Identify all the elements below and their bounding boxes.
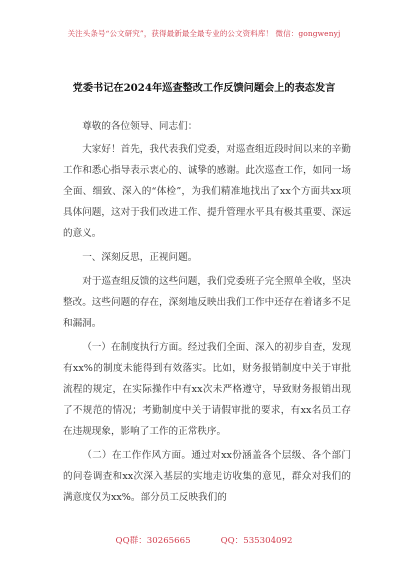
document-body bbox=[63, 116, 351, 511]
paragraph-opening: 大家好！首先，我代表我们党委，对巡查组近段时间以来的辛勤工作和悉心指导表示衷心的、诚挚的感谢。此次巡查工作，如同一场全面、细致、深入的“体检”，为我们精准地找出了xx个方面共xx项具体问题，这对于我们改进工作、提升管理水平具有极其重要、深远的意义。 bbox=[63, 144, 351, 239]
paragraph-acceptance: 对于巡查组反馈的这些问题，我们党委班子完全照单全收，坚决整改。这些问题的存在，深刻地反映出我们工作中还存在着诸多不足和漏洞。 bbox=[63, 276, 351, 329]
section-heading: 一、深刻反思，正视问题。 bbox=[82, 252, 198, 263]
document-title: 党委书记在2024年巡查整改工作反馈问题会上的表态发言 bbox=[72, 82, 336, 94]
footer-contacts bbox=[0, 534, 408, 546]
qq-contact: QQ：535304092 bbox=[220, 536, 293, 546]
paragraph-system-execution: （一）在制度执行方面。经过我们全面、深入的初步自查，发现有xx%的制度未能得到有效落实。比如，财务报销制度中关于审批流程的规定，在实际操作中有xx次未严格遵守，导致财务报销出现了不规范的情况；考勤制度中关于请假审批的要求，有xx名员工存在违规现象，影响了工作的正常秩序。 bbox=[63, 342, 351, 437]
salutation: 尊敬的各位领导、同志们： bbox=[82, 121, 198, 132]
paragraph-work-style: （二）在工作作风方面。通过对xx份涵盖各个层级、各个部门的问卷调查和xx次深入基层的实地走访收集的意见，群众对我们的满意度仅为xx%。部分员工反映我们的 bbox=[63, 450, 351, 503]
qq-group-contact: QQ群：30265665 bbox=[115, 536, 191, 546]
top-banner: 关注头条号“公文研究”，获得最新最全最专业的公文资料库！ 微信：gongwenyj bbox=[67, 29, 341, 38]
